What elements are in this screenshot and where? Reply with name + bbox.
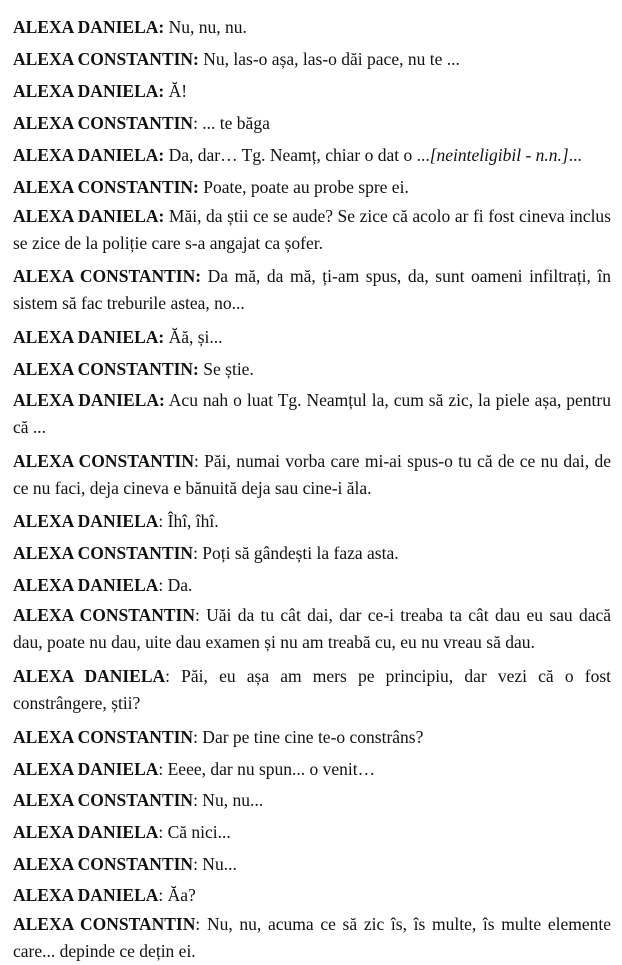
utterance-text: Da mă, da mă, ți-am spus, da, sunt oameni infiltrați, în sistem să fac treburile astea, no...	[13, 266, 612, 313]
transcript-entry	[13, 356, 611, 383]
speaker-name: ALEXA CONSTANTIN	[13, 605, 195, 625]
speaker-name: ALEXA CONSTANTIN:	[13, 266, 202, 286]
speaker-name: ALEXA DANIELA:	[13, 206, 165, 226]
transcript-entry	[13, 756, 611, 783]
utterance-text: Da, dar… Tg. Neamț, chiar o dat o ...	[164, 145, 430, 165]
speaker-name: ALEXA DANIELA	[13, 822, 159, 842]
speaker-name: ALEXA CONSTANTIN	[13, 451, 194, 471]
transcript-entry	[13, 540, 611, 567]
utterance-text: : Eeee, dar nu spun... o venit…	[158, 759, 376, 779]
utterance-text: : Poți să gândești la faza asta.	[193, 543, 399, 563]
utterance-text: Măi, da știi ce se aude? Se zice că acolo ar fi fost cineva inclus se zice de la poliție care s-a angajat ca șofer.	[13, 206, 611, 253]
transcript-entry	[13, 110, 611, 137]
transcript-entry	[13, 508, 611, 535]
speaker-name: ALEXA CONSTANTIN	[13, 790, 194, 810]
speaker-name: ALEXA DANIELA	[13, 759, 159, 779]
transcript-entry	[13, 724, 611, 751]
transcript-entry	[13, 851, 611, 878]
utterance-tail: ...	[568, 145, 582, 165]
transcript-entry	[13, 602, 611, 656]
speaker-name: ALEXA DANIELA	[13, 666, 166, 686]
transcript-entry	[13, 174, 611, 201]
speaker-name: ALEXA CONSTANTIN	[13, 543, 194, 563]
transcript-entry	[13, 263, 611, 317]
transcript-entry	[13, 448, 611, 502]
utterance-text: : Nu, nu, acuma ce să zic îs, îs multe, îs multe elemente care... depinde ce dețin ei.	[13, 914, 612, 961]
utterance-text: Se știe.	[198, 359, 254, 379]
transcript-entry	[13, 324, 611, 351]
utterance-text: : Nu...	[193, 854, 237, 874]
speaker-name: ALEXA DANIELA:	[13, 81, 165, 101]
utterance-text: : ... te băga	[193, 113, 270, 133]
transcript-entry	[13, 787, 611, 814]
utterance-text: : Păi, eu așa am mers pe principiu, dar vezi că o fost constrângere, știi?	[13, 666, 611, 713]
transcript-entry	[13, 911, 611, 965]
speaker-name: ALEXA DANIELA:	[13, 390, 165, 410]
utterance-text: : Uăi da tu cât dai, dar ce-i treaba ta cât dau eu sau dacă dau, poate nu dau, uite dau examen și nu am treabă cu, eu nu vreau să dau.	[13, 605, 611, 652]
speaker-name: ALEXA CONSTANTIN	[13, 914, 196, 934]
utterance-text: Ăă, și...	[164, 327, 223, 347]
utterance-text: Nu, nu, nu.	[164, 17, 247, 37]
utterance-text: Nu, las-o așa, las-o dăi pace, nu te ...	[198, 49, 460, 69]
transcript-entry	[13, 78, 611, 105]
utterance-text: Poate, poate au probe spre ei.	[198, 177, 409, 197]
speaker-name: ALEXA CONSTANTIN:	[13, 177, 199, 197]
editorial-note: [neinteligibil - n.n.]	[429, 145, 569, 165]
transcript-entry	[13, 203, 611, 257]
transcript-entry	[13, 46, 611, 73]
utterance-text: Ă!	[164, 81, 188, 101]
speaker-name: ALEXA DANIELA:	[13, 327, 165, 347]
utterance-text: : Nu, nu...	[193, 790, 264, 810]
speaker-name: ALEXA CONSTANTIN	[13, 113, 194, 133]
speaker-name: ALEXA CONSTANTIN:	[13, 49, 199, 69]
speaker-name: ALEXA CONSTANTIN:	[13, 359, 199, 379]
utterance-text: : Păi, numai vorba care mi-ai spus-o tu că de ce nu dai, de ce nu faci, deja cineva e bănuită deja sau cine-i ăla.	[13, 451, 611, 498]
speaker-name: ALEXA CONSTANTIN	[13, 854, 194, 874]
speaker-name: ALEXA DANIELA	[13, 885, 159, 905]
speaker-name: ALEXA DANIELA	[13, 575, 159, 595]
transcript-entry	[13, 882, 611, 909]
speaker-name: ALEXA CONSTANTIN	[13, 727, 194, 747]
transcript-entry	[13, 572, 611, 599]
utterance-text: : Dar pe tine cine te-o constrâns?	[193, 727, 424, 747]
utterance-text: : Îhî, îhî.	[158, 511, 219, 531]
speaker-name: ALEXA DANIELA	[13, 511, 159, 531]
utterance-text: Acu nah o luat Tg. Neamțul la, cum să zic, la piele așa, pentru că ...	[13, 390, 611, 437]
utterance-text: : Da.	[158, 575, 193, 595]
utterance-text: : Că nici...	[158, 822, 231, 842]
speaker-name: ALEXA DANIELA:	[13, 145, 165, 165]
transcript-entry	[13, 14, 611, 41]
transcript-entry	[13, 387, 611, 441]
transcript-entry	[13, 819, 611, 846]
utterance-text: : Ăa?	[158, 885, 196, 905]
speaker-name: ALEXA DANIELA:	[13, 17, 165, 37]
transcript-entry	[13, 142, 611, 169]
transcript-entry	[13, 663, 611, 717]
